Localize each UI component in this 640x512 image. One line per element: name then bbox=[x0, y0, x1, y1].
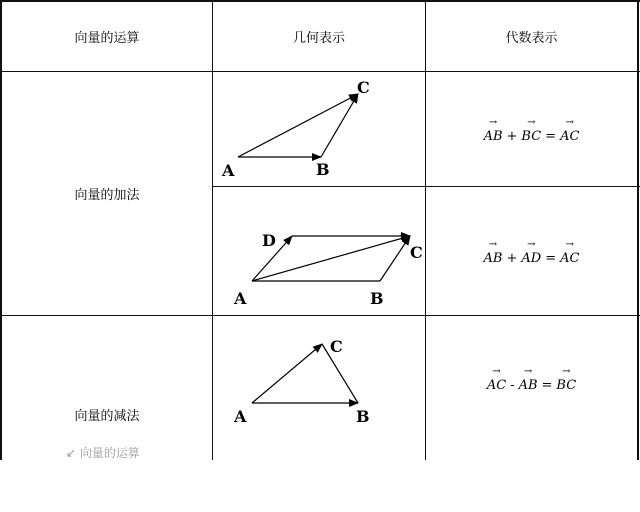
vector-term: → BC bbox=[556, 378, 576, 393]
vector-term: → AD bbox=[521, 251, 541, 266]
point-label-b: B bbox=[356, 407, 370, 426]
point-label-a: A bbox=[222, 161, 235, 180]
header-geometric: 几何表示 bbox=[292, 31, 345, 46]
parallelogram-addition-diagram bbox=[233, 231, 423, 308]
vector-term: → AC bbox=[487, 378, 506, 393]
equals-sign: = bbox=[541, 377, 553, 393]
point-label-c: C bbox=[410, 243, 423, 262]
vector-term: → AC bbox=[560, 251, 579, 266]
header-operation: 向量的运算 bbox=[74, 31, 140, 46]
equals-sign: = bbox=[545, 250, 557, 266]
subtraction-label: 向量的减法 bbox=[74, 408, 140, 424]
vector-term: → AB bbox=[484, 129, 503, 144]
vector-term: → AB bbox=[519, 378, 538, 393]
equals-sign: = bbox=[545, 128, 557, 144]
point-label-b: B bbox=[370, 289, 384, 308]
addition-label: 向量的加法 bbox=[74, 188, 140, 203]
point-label-d: D bbox=[262, 231, 276, 250]
point-label-c: C bbox=[357, 78, 370, 97]
watermark-text: ↙ 向量的运算 bbox=[66, 446, 140, 460]
vector-term: → AC bbox=[560, 129, 579, 144]
operator: + bbox=[506, 128, 518, 144]
point-label-b: B bbox=[316, 160, 330, 179]
operator: - bbox=[510, 377, 515, 393]
triangle-addition-diagram bbox=[221, 78, 370, 180]
vector-term: → BC bbox=[521, 129, 541, 144]
point-label-a: A bbox=[234, 289, 247, 308]
vector-ac bbox=[252, 344, 322, 403]
triangle-subtraction-diagram bbox=[233, 337, 370, 426]
point-label-a: A bbox=[234, 407, 247, 426]
header-algebraic: 代数表示 bbox=[505, 31, 558, 46]
point-label-c: C bbox=[330, 337, 343, 356]
operator: + bbox=[506, 250, 518, 266]
vector-term: → AB bbox=[484, 251, 503, 266]
